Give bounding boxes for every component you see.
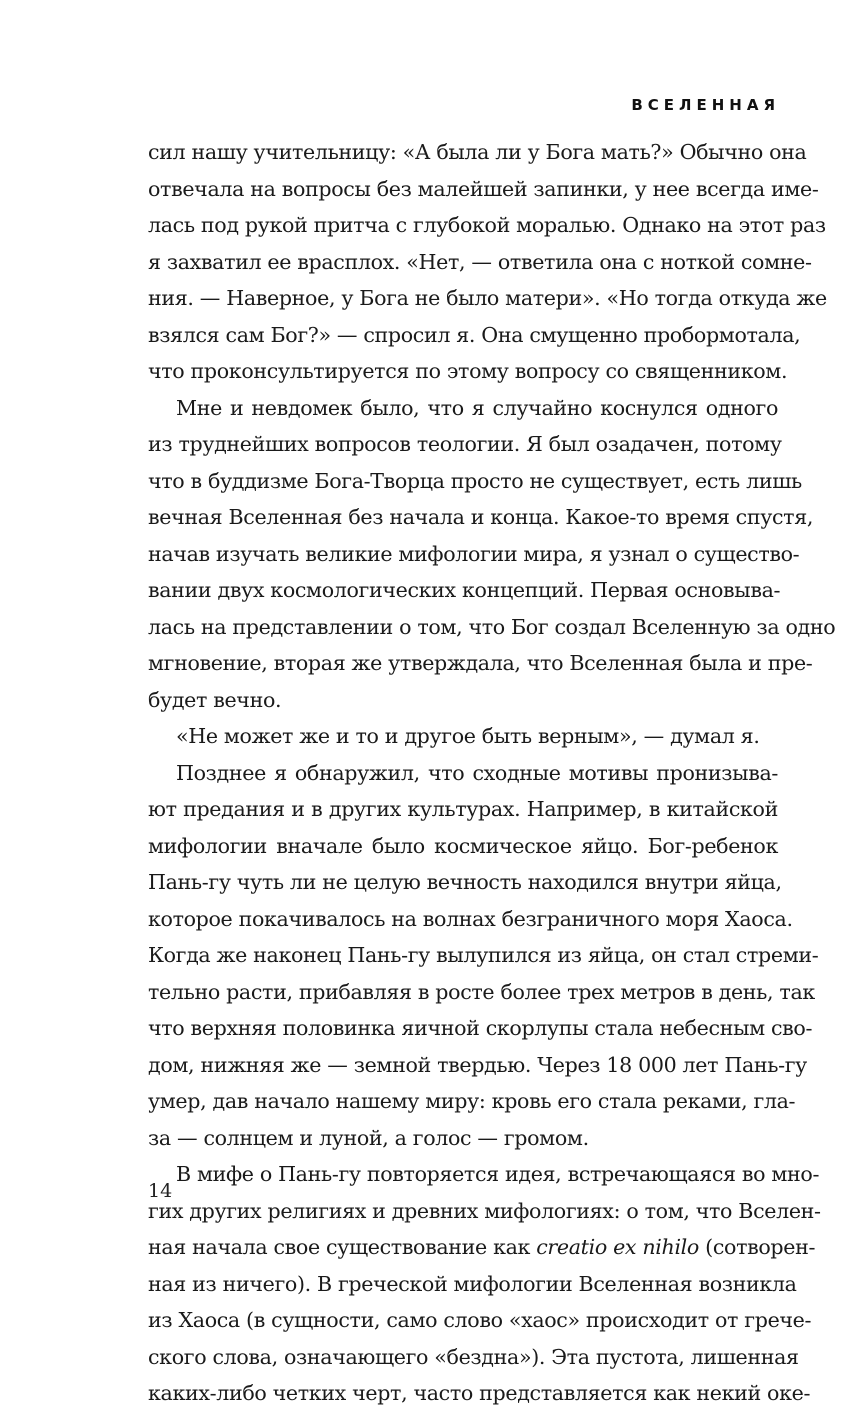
text-line: Когда же наконец Пань-гу вылупился из яйца, он стал стреми- xyxy=(148,943,819,967)
text-line: начав изучать великие мифологии мира, я узнал о существо- xyxy=(148,541,800,566)
latin-phrase: creatio ex nihilo xyxy=(536,1235,699,1259)
text-line: я захватил ее врасплох. «Нет, — ответила она с ноткой сомне- xyxy=(148,249,812,274)
paragraph xyxy=(148,755,819,1157)
text-run: (сотворен- xyxy=(698,1235,816,1259)
text-line: Мне и невдомек было, что я случайно коснулся одного xyxy=(176,395,778,420)
page-number: 14 xyxy=(148,1180,173,1202)
paragraph xyxy=(148,718,778,755)
text-line: умер, дав начало нашему миру: кровь его стала реками, гла- xyxy=(148,1089,796,1113)
text-line: вечная Вселенная без начала и конца. Какое-то время спустя, xyxy=(148,505,814,529)
text-line: дом, нижняя же — земной твердью. Через 18 000 лет Пань-гу xyxy=(148,1052,807,1077)
text-line: мгновение, вторая же утверждала, что Вселенная была и пре- xyxy=(148,651,813,675)
text-line: В мифе о Пань-гу повторяется идея, встречающаяся во мно- xyxy=(176,1162,820,1186)
text-line: лась под рукой притча с глубокой моралью. Однако на этот раз xyxy=(148,213,826,237)
text-line: каких-либо четких черт, часто представляется как некий оке- xyxy=(148,1381,811,1405)
text-line: тельно расти, прибавляя в росте более трех метров в день, так xyxy=(148,979,815,1004)
text-line: вании двух космологических концепций. Первая основыва- xyxy=(148,578,781,602)
text-line: лась на представлении о том, что Бог создал Вселенную за одно xyxy=(148,614,836,639)
text-line: отвечала на вопросы без малейшей запинки, у нее всегда име- xyxy=(148,176,819,201)
text-line: ют предания и в других культурах. Например, в китайской xyxy=(148,797,778,821)
text-line: Пань-гу чуть ли не целую вечность находился внутри яйца, xyxy=(148,870,782,894)
text-line: «Не может же и то и другое быть верным», — думал я. xyxy=(176,724,760,748)
paragraph xyxy=(148,390,836,719)
text-line: что проконсультируется по этому вопросу со священником. xyxy=(148,359,788,383)
paragraph xyxy=(148,134,827,390)
text-line: из Хаоса (в сущности, само слово «хаос» происходит от грече- xyxy=(148,1308,812,1332)
text-line-mixed xyxy=(148,1229,816,1266)
text-run: ная начала свое существование как xyxy=(148,1235,537,1259)
text-line: которое покачивалось на волнах безграничного моря Хаоса. xyxy=(148,906,793,931)
paragraph xyxy=(148,1156,821,1412)
running-head: ВСЕЛЕННАЯ xyxy=(631,96,780,114)
text-line: ния. — Наверное, у Бога не было матери». «Но тогда откуда же xyxy=(148,286,827,310)
text-line: мифологии вначале было космическое яйцо. Бог-ребенок xyxy=(148,833,778,858)
text-line: сил нашу учительницу: «А была ли у Бога мать?» Обычно она xyxy=(148,140,807,164)
text-line: Позднее я обнаружил, что сходные мотивы пронизыва- xyxy=(176,760,778,785)
text-line: ная из ничего). В греческой мифологии Вселенная возникла xyxy=(148,1271,797,1296)
text-line: взялся сам Бог?» — спросил я. Она смущенно пробормотала, xyxy=(148,322,801,347)
text-line: будет вечно. xyxy=(148,687,282,712)
text-line: ского слова, означающего «бездна»). Эта пустота, лишенная xyxy=(148,1344,799,1369)
text-line: гих других религиях и древних мифологиях: о том, что Вселен- xyxy=(148,1198,821,1223)
text-line: что верхняя половинка яичной скорлупы стала небесным сво- xyxy=(148,1016,813,1040)
text-line: из труднейших вопросов теологии. Я был озадачен, потому xyxy=(148,432,782,456)
text-line: что в буддизме Бога-Творца просто не существует, есть лишь xyxy=(148,468,802,493)
body-text xyxy=(148,134,836,1412)
text-line: за — солнцем и луной, а голос — громом. xyxy=(148,1125,589,1150)
